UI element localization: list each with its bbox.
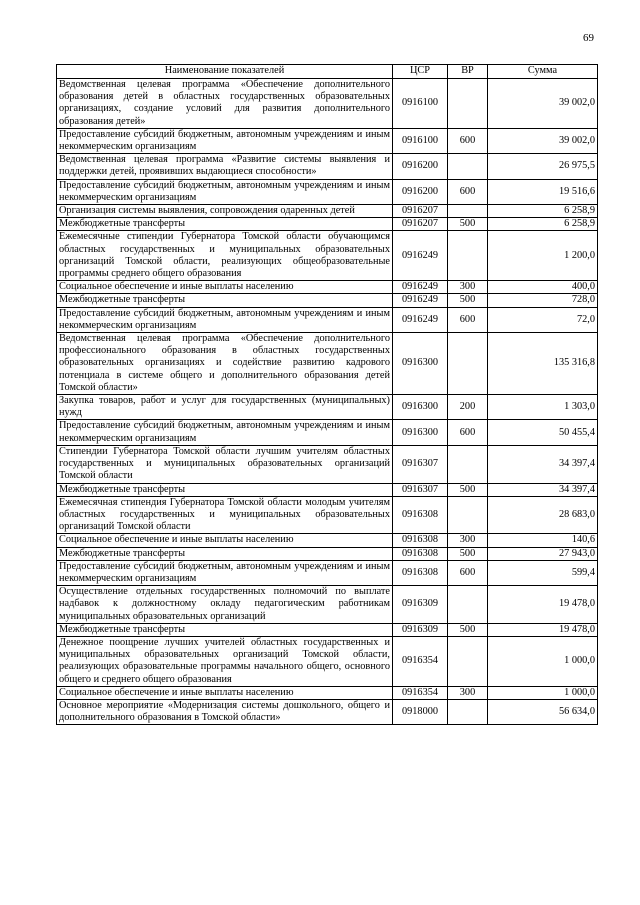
row-code: 0916300 [393, 420, 448, 445]
row-vr: 500 [448, 547, 488, 560]
row-name: Предоставление субсидий бюджетным, автономным учреждениям и иным некоммерческим организациям [57, 128, 393, 153]
table-row [57, 699, 598, 724]
row-amount: 1 200,0 [488, 231, 598, 281]
row-name: Социальное обеспечение и иные выплаты населению [57, 281, 393, 294]
row-name: Ведомственная целевая программа «Обеспечение дополнительного образования детей в областных государственных образовательных организациях, создание условий для развития дополнительного образования детей» [57, 79, 393, 129]
row-vr: 300 [448, 281, 488, 294]
row-vr [448, 636, 488, 686]
table-row [57, 307, 598, 332]
row-vr: 500 [448, 623, 488, 636]
table-row [57, 231, 598, 281]
row-code: 0916354 [393, 686, 448, 699]
row-vr: 600 [448, 179, 488, 204]
row-code: 0916207 [393, 218, 448, 231]
row-amount: 19 478,0 [488, 586, 598, 624]
table-row [57, 586, 598, 624]
row-amount: 26 975,5 [488, 154, 598, 179]
row-amount: 1 000,0 [488, 636, 598, 686]
row-amount: 1 303,0 [488, 395, 598, 420]
row-name: Закупка товаров, работ и услуг для государственных (муниципальных) нужд [57, 395, 393, 420]
row-name: Организация системы выявления, сопровождения одаренных детей [57, 205, 393, 218]
header-vr: ВР [448, 65, 488, 79]
row-name: Межбюджетные трансферты [57, 547, 393, 560]
row-code: 0916300 [393, 395, 448, 420]
row-amount: 728,0 [488, 294, 598, 307]
row-code: 0916309 [393, 586, 448, 624]
table-row [57, 79, 598, 129]
row-amount: 19 478,0 [488, 623, 598, 636]
row-vr: 600 [448, 307, 488, 332]
row-code: 0916200 [393, 154, 448, 179]
row-amount: 39 002,0 [488, 79, 598, 129]
table-row [57, 333, 598, 395]
row-vr: 500 [448, 294, 488, 307]
row-code: 0916200 [393, 179, 448, 204]
row-amount: 34 397,4 [488, 445, 598, 483]
row-amount: 140,6 [488, 534, 598, 547]
row-amount: 72,0 [488, 307, 598, 332]
row-vr [448, 333, 488, 395]
row-vr [448, 231, 488, 281]
row-name: Предоставление субсидий бюджетным, автономным учреждениям и иным некоммерческим организациям [57, 179, 393, 204]
header-code: ЦСР [393, 65, 448, 79]
row-vr [448, 154, 488, 179]
row-amount: 28 683,0 [488, 496, 598, 534]
row-amount: 56 634,0 [488, 699, 598, 724]
row-code: 0916308 [393, 547, 448, 560]
row-vr: 500 [448, 483, 488, 496]
row-code: 0916308 [393, 534, 448, 547]
row-name: Предоставление субсидий бюджетным, автономным учреждениям и иным некоммерческим организациям [57, 560, 393, 585]
table-row [57, 205, 598, 218]
page-number: 69 [583, 32, 594, 44]
table-row [57, 294, 598, 307]
table-row [57, 547, 598, 560]
row-code: 0916100 [393, 79, 448, 129]
budget-table [56, 64, 598, 725]
row-name: Стипендии Губернатора Томской области лучшим учителям областных государственных и муниципальных образовательных организаций Томской области [57, 445, 393, 483]
row-code: 0916308 [393, 560, 448, 585]
table-header [57, 65, 598, 79]
row-code: 0916249 [393, 307, 448, 332]
row-vr: 600 [448, 560, 488, 585]
row-vr: 500 [448, 218, 488, 231]
table-row [57, 179, 598, 204]
table-row [57, 128, 598, 153]
table-row [57, 534, 598, 547]
table-row [57, 218, 598, 231]
header-row [57, 65, 598, 79]
row-name: Предоставление субсидий бюджетным, автономным учреждениям и иным некоммерческим организациям [57, 307, 393, 332]
row-name: Ежемесячные стипендии Губернатора Томской области обучающимся областных государственных и муниципальных образовательных организаций Томской области, реализующих общеобразовательные программы среднего общего образования [57, 231, 393, 281]
row-name: Социальное обеспечение и иные выплаты населению [57, 686, 393, 699]
row-vr [448, 496, 488, 534]
row-vr [448, 205, 488, 218]
row-code: 0916307 [393, 445, 448, 483]
row-name: Предоставление субсидий бюджетным, автономным учреждениям и иным некоммерческим организациям [57, 420, 393, 445]
row-name: Социальное обеспечение и иные выплаты населению [57, 534, 393, 547]
row-amount: 34 397,4 [488, 483, 598, 496]
row-amount: 400,0 [488, 281, 598, 294]
row-code: 0916249 [393, 231, 448, 281]
row-amount: 27 943,0 [488, 547, 598, 560]
table-row [57, 686, 598, 699]
table-row [57, 445, 598, 483]
row-amount: 50 455,4 [488, 420, 598, 445]
row-amount: 135 316,8 [488, 333, 598, 395]
row-vr: 600 [448, 128, 488, 153]
row-name: Ведомственная целевая программа «Обеспечение дополнительного профессионального образования в областных государственных образовательных организациях и содействие развитию кадрового потенциала в системе общего и дополнительного образования детей Томской области» [57, 333, 393, 395]
row-name: Основное мероприятие «Модернизация системы дошкольного, общего и дополнительного образования в Томской области» [57, 699, 393, 724]
row-code: 0916249 [393, 294, 448, 307]
row-vr [448, 586, 488, 624]
row-code: 0916300 [393, 333, 448, 395]
table-row [57, 483, 598, 496]
table-row [57, 281, 598, 294]
table-row [57, 154, 598, 179]
header-amount: Сумма [488, 65, 598, 79]
row-vr: 300 [448, 534, 488, 547]
table-row [57, 623, 598, 636]
row-code: 0916207 [393, 205, 448, 218]
row-amount: 599,4 [488, 560, 598, 585]
table-body [57, 79, 598, 725]
row-name: Межбюджетные трансферты [57, 218, 393, 231]
row-code: 0916307 [393, 483, 448, 496]
row-vr: 300 [448, 686, 488, 699]
row-vr: 200 [448, 395, 488, 420]
row-amount: 6 258,9 [488, 218, 598, 231]
row-name: Осуществление отдельных государственных полномочий по выплате надбавок к должностному окладу педагогическим работникам муниципальных образовательных организаций [57, 586, 393, 624]
row-name: Межбюджетные трансферты [57, 623, 393, 636]
table-row [57, 636, 598, 686]
row-vr: 600 [448, 420, 488, 445]
row-code: 0916354 [393, 636, 448, 686]
row-name: Ежемесячная стипендия Губернатора Томской области молодым учителям областных государственных и муниципальных образовательных организаций Томской области [57, 496, 393, 534]
row-amount: 1 000,0 [488, 686, 598, 699]
row-name: Ведомственная целевая программа «Развитие системы выявления и поддержки детей, проявивших выдающиеся способности» [57, 154, 393, 179]
row-amount: 19 516,6 [488, 179, 598, 204]
row-name: Межбюджетные трансферты [57, 483, 393, 496]
table-row [57, 560, 598, 585]
row-name: Межбюджетные трансферты [57, 294, 393, 307]
row-code: 0916249 [393, 281, 448, 294]
header-name: Наименование показателей [57, 65, 393, 79]
table-row [57, 420, 598, 445]
row-amount: 39 002,0 [488, 128, 598, 153]
row-code: 0918000 [393, 699, 448, 724]
row-vr [448, 79, 488, 129]
row-vr [448, 445, 488, 483]
table-row [57, 496, 598, 534]
row-code: 0916308 [393, 496, 448, 534]
row-name: Денежное поощрение лучших учителей областных государственных и муниципальных образовательных организаций Томской области, реализующих образовательные программы начального общего, основного общего и среднего общего образования [57, 636, 393, 686]
row-vr [448, 699, 488, 724]
row-code: 0916309 [393, 623, 448, 636]
row-code: 0916100 [393, 128, 448, 153]
row-amount: 6 258,9 [488, 205, 598, 218]
table-row [57, 395, 598, 420]
